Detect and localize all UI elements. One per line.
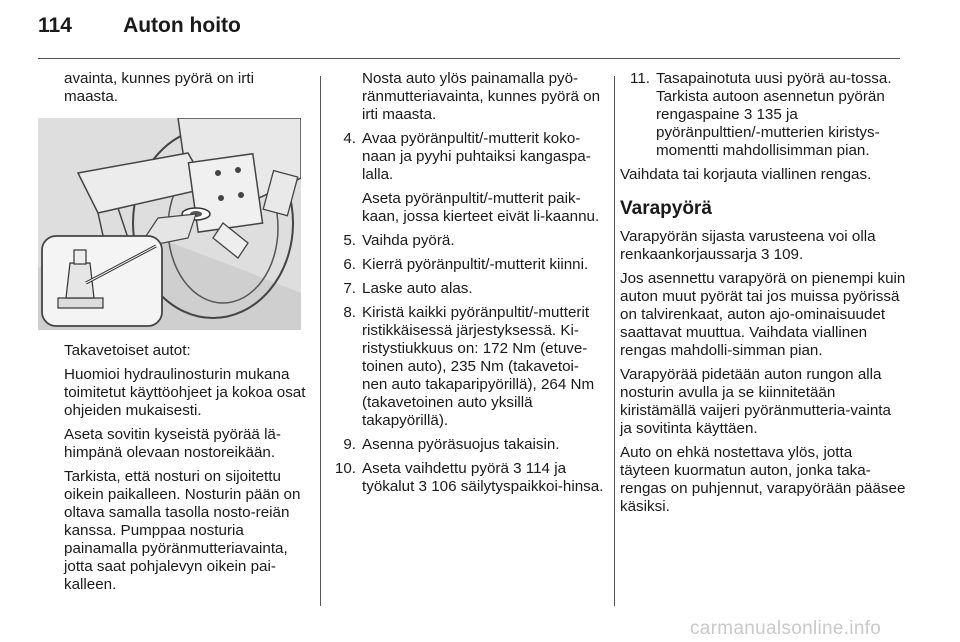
col1-paragraph: Huomioi hydraulinosturin mukana toimitetut käyttöohjeet ja kokoa osat ohjeiden mukaisesti. bbox=[64, 366, 306, 419]
col3-paragraph: Jos asennettu varapyörä on pienempi kuin auton muut pyörät tai jos muissa pyörissä on talvirenkaat, auton ajo-ominaisuudet saattavat muuttua. Vaihdata viallinen rengas mahdolli-simman pian. bbox=[620, 270, 906, 359]
col2-intro: Nosta auto ylös painamalla pyö-ränmutteriavainta, kunnes pyörä on irti maasta. bbox=[362, 70, 601, 123]
step-text: Kierrä pyöränpultit/-mutterit kiinni. bbox=[362, 256, 589, 273]
col1-intro: avainta, kunnes pyörä on irti maasta. bbox=[64, 70, 254, 105]
list-item bbox=[620, 70, 906, 160]
column-1 bbox=[64, 70, 310, 600]
step-text: Tasapainotuta uusi pyörä au-tossa. Tarkista autoon asennetun pyörän rengaspaine 3 135 ja pyöränpulttien/-mutterien kiristys-momentti mahdollisimman pian. bbox=[656, 70, 892, 159]
col3-after-steps: Vaihdata tai korjauta viallinen rengas. bbox=[620, 166, 872, 183]
step-number: 6. bbox=[343, 256, 356, 273]
column-divider-2 bbox=[614, 76, 615, 606]
list-item bbox=[326, 256, 604, 274]
step-number: 5. bbox=[343, 232, 356, 249]
list-item bbox=[326, 232, 604, 250]
col3-paragraph: Varapyörän sijasta varusteena voi olla renkaankorjaussarja 3 109. bbox=[620, 228, 876, 263]
list-item bbox=[326, 130, 604, 226]
list-item bbox=[326, 460, 604, 496]
step-text: Aseta vaihdettu pyörä 3 114 ja työkalut 3 106 säilytyspaikkoi-hinsa. bbox=[362, 460, 604, 495]
list-item bbox=[326, 436, 604, 454]
list-item bbox=[326, 280, 604, 298]
step-text: Asenna pyöräsuojus takaisin. bbox=[362, 436, 560, 453]
page-title: Auton hoito bbox=[123, 14, 241, 37]
step-number: 8. bbox=[343, 304, 356, 321]
steps-list bbox=[326, 130, 604, 496]
header-rule bbox=[38, 58, 900, 59]
step-subtext: Aseta pyöränpultit/-mutterit paik-kaan, jossa kierteet eivät li-kaannu. bbox=[362, 190, 600, 225]
col1-paragraph: Takavetoiset autot: bbox=[64, 342, 191, 359]
jack-and-wheel-illustration bbox=[38, 118, 301, 330]
step-number: 11. bbox=[630, 70, 650, 87]
column-divider-1 bbox=[320, 76, 321, 606]
step-text: Vaihda pyörä. bbox=[362, 232, 455, 249]
section-heading: Varapyörä bbox=[620, 198, 712, 219]
step-text: Kiristä kaikki pyöränpultit/-mutterit ristikkäisessä järjestyksessä. Ki-ristystiukkuus on: 172 Nm (etuve-toinen auto), 235 Nm (takavetoi-nen auto takaparipyörillä), 264 Nm (takavetoinen auto yksillä takapyörillä). bbox=[362, 304, 595, 429]
steps-list bbox=[620, 70, 906, 160]
col1-paragraph: Aseta sovitin kyseistä pyörää lä-himpänä olevaan nostoreikään. bbox=[64, 426, 281, 461]
list-item bbox=[326, 304, 604, 430]
column-2 bbox=[326, 70, 604, 502]
col3-paragraph: Varapyörää pidetään auton rungon alla nosturin avulla ja se kiinnitetään kiristämällä vaijeri pyöränmutteria-vainta ja sovitinta käyttäen. bbox=[620, 366, 891, 437]
page-number: 114 bbox=[38, 14, 72, 37]
watermark: carmanualsonline.info bbox=[690, 618, 882, 639]
step-text: Avaa pyöränpultit/-mutterit koko-naan ja pyyhi puhtaiksi kangaspa-lalla. bbox=[362, 130, 591, 183]
step-number: 4. bbox=[343, 130, 356, 147]
column-3 bbox=[620, 70, 906, 522]
page-header bbox=[38, 14, 241, 38]
step-number: 7. bbox=[343, 280, 356, 297]
step-text: Laske auto alas. bbox=[362, 280, 473, 297]
col1-paragraph: Tarkista, että nosturi on sijoitettu oikein paikalleen. Nosturin pään on oltava samalla tasolla nosto-reiän kanssa. Pumppaa nosturia painamalla pyöränmutteriavainta, jotta saat pohjalevyn oikein pai-kalleen. bbox=[64, 468, 301, 593]
step-number: 10. bbox=[334, 460, 356, 477]
col3-paragraph: Auto on ehkä nostettava ylös, jotta täyteen kuormatun auton, jonka taka-rengas on puhjennut, varapyörään pääsee käsiksi. bbox=[620, 444, 906, 515]
step-number: 9. bbox=[343, 436, 356, 453]
